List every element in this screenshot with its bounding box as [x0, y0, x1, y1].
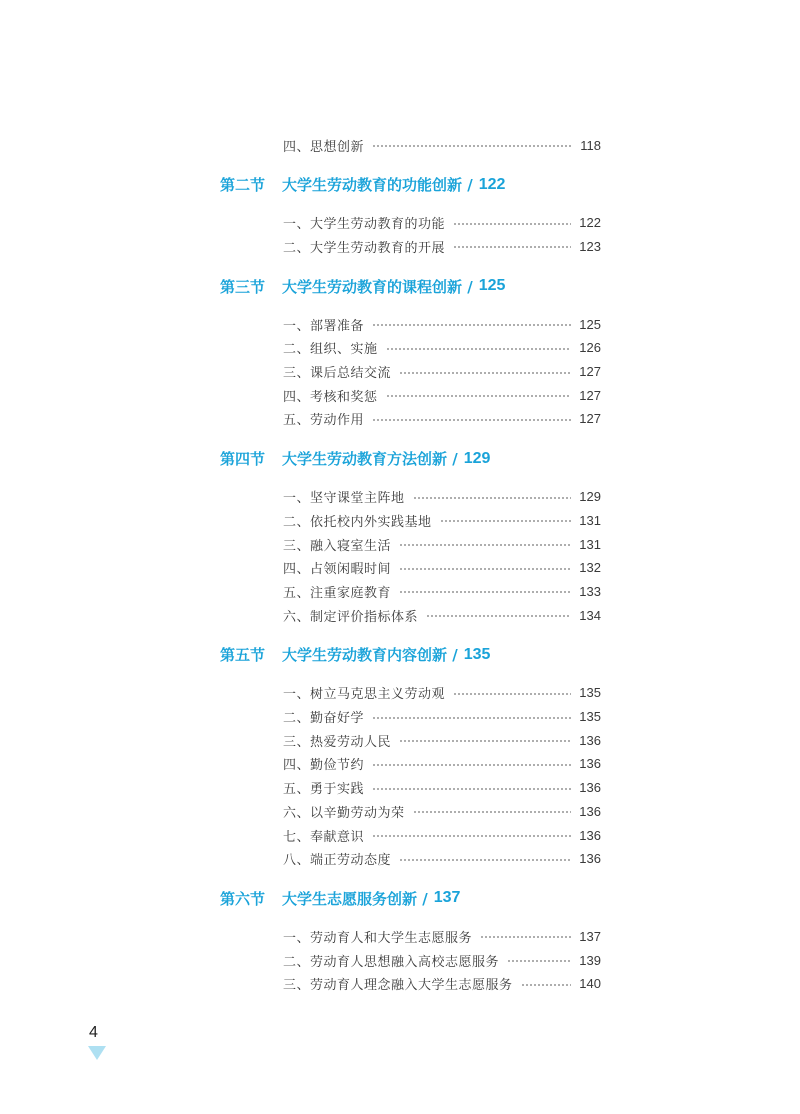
- dot-leader: [453, 223, 571, 225]
- dot-leader: [426, 615, 571, 617]
- entry-page: 125: [579, 316, 601, 332]
- toc-section-heading[interactable]: [220, 886, 660, 910]
- toc-entry[interactable]: [283, 974, 601, 994]
- toc-entry[interactable]: [283, 362, 601, 382]
- toc-entry[interactable]: [283, 558, 601, 578]
- dot-leader: [399, 859, 571, 861]
- entry-title: 二、劳动育人思想融入高校志愿服务: [283, 954, 500, 970]
- dot-leader: [399, 568, 571, 570]
- section-page: 135: [463, 645, 491, 663]
- dot-leader: [480, 936, 571, 938]
- dot-leader: [372, 419, 571, 421]
- toc-entry[interactable]: [283, 778, 601, 798]
- entry-title: 五、注重家庭教育: [283, 585, 392, 601]
- page-marker-triangle-icon: [88, 1046, 106, 1060]
- entry-page: 136: [579, 803, 601, 819]
- entry-title: 六、制定评价指标体系: [283, 609, 419, 625]
- toc-entry[interactable]: [283, 534, 601, 554]
- section-title: 大学生劳动教育内容创新 /: [282, 646, 458, 665]
- page-number: 4: [89, 1024, 98, 1041]
- entry-page: 126: [579, 340, 601, 356]
- toc-entry[interactable]: [283, 338, 601, 358]
- toc-entry[interactable]: [283, 707, 601, 727]
- toc-entry[interactable]: [283, 487, 601, 507]
- dot-leader: [372, 764, 571, 766]
- toc-entry[interactable]: [283, 730, 601, 750]
- dot-leader: [399, 740, 571, 742]
- section-title: 大学生劳动教育的功能创新 /: [282, 176, 473, 195]
- toc-entry[interactable]: [283, 409, 601, 429]
- toc-entry[interactable]: [283, 510, 601, 530]
- entry-page: 136: [579, 756, 601, 772]
- toc-entry[interactable]: [283, 314, 601, 334]
- section-number: 第二节: [220, 176, 266, 195]
- toc-entry[interactable]: [283, 754, 601, 774]
- section-page: 129: [463, 449, 491, 467]
- section-title: 大学生劳动教育方法创新 /: [282, 450, 458, 469]
- entry-title: 四、占领闲暇时间: [283, 562, 392, 578]
- entry-page: 122: [579, 215, 601, 231]
- toc-section-heading[interactable]: [220, 173, 660, 197]
- section-title: 大学生志愿服务创新 /: [282, 889, 428, 908]
- dot-leader: [399, 544, 571, 546]
- entry-title: 二、依托校内外实践基地: [283, 514, 432, 530]
- entry-title: 一、坚守课堂主阵地: [283, 491, 405, 507]
- entry-title: 三、劳动育人理念融入大学生志愿服务: [283, 978, 513, 994]
- entry-page: 136: [579, 851, 601, 867]
- section-number: 第五节: [220, 646, 266, 665]
- toc-entry[interactable]: [283, 926, 601, 946]
- toc-entry[interactable]: [283, 849, 601, 869]
- dot-leader: [399, 591, 571, 593]
- dot-leader: [372, 788, 571, 790]
- entry-page: 135: [579, 709, 601, 724]
- entry-title: 二、勤奋好学: [283, 711, 365, 726]
- entry-page: 140: [579, 976, 601, 992]
- entry-page: 127: [579, 364, 601, 379]
- entry-title: 二、组织、实施: [283, 342, 378, 358]
- dot-leader: [453, 693, 571, 695]
- entry-page: 132: [579, 560, 601, 576]
- toc-entry[interactable]: [283, 236, 601, 256]
- section-number: 第四节: [220, 450, 266, 469]
- section-title: 大学生劳动教育的课程创新 /: [282, 277, 473, 296]
- dot-leader: [413, 811, 572, 813]
- dot-leader: [372, 145, 572, 147]
- toc-entry[interactable]: [283, 683, 601, 703]
- dot-leader: [399, 372, 571, 374]
- toc-section-heading[interactable]: [220, 447, 660, 471]
- section-number: 第六节: [220, 889, 266, 908]
- entry-page: 129: [579, 489, 601, 505]
- entry-page: 133: [579, 583, 601, 599]
- entry-page: 127: [579, 387, 601, 403]
- toc-entry[interactable]: [283, 213, 601, 233]
- entry-title: 四、勤俭节约: [283, 758, 365, 774]
- section-page: 122: [478, 175, 506, 193]
- dot-leader: [372, 835, 571, 837]
- dot-leader: [453, 246, 571, 248]
- dot-leader: [521, 984, 572, 986]
- entry-title: 一、劳动育人和大学生志愿服务: [283, 930, 473, 946]
- entry-title: 七、奉献意识: [283, 829, 365, 845]
- dot-leader: [372, 324, 571, 326]
- entry-title: 五、劳动作用: [283, 413, 365, 429]
- dot-leader: [413, 497, 572, 499]
- entry-page: 136: [579, 827, 601, 843]
- toc-entry[interactable]: [283, 581, 601, 601]
- section-page: 125: [478, 277, 506, 295]
- dot-leader: [440, 520, 572, 522]
- entry-page: 135: [579, 685, 601, 701]
- entry-page: 137: [579, 928, 601, 944]
- dot-leader: [372, 717, 571, 719]
- entry-title: 一、树立马克思主义劳动观: [283, 687, 446, 703]
- entry-page: 131: [579, 512, 601, 528]
- entry-title: 三、融入寝室生活: [283, 538, 392, 554]
- entry-page: 131: [579, 536, 601, 552]
- entry-page: 118: [580, 137, 601, 153]
- dot-leader: [386, 395, 572, 397]
- section-number: 第三节: [220, 277, 266, 296]
- dot-leader: [507, 960, 571, 962]
- entry-title: 一、大学生劳动教育的功能: [283, 217, 446, 233]
- entry-title: 五、勇于实践: [283, 782, 365, 798]
- entry-title: 八、端正劳动态度: [283, 853, 392, 869]
- entry-page: 136: [579, 780, 601, 796]
- toc-entry[interactable]: [283, 605, 601, 625]
- toc-entry[interactable]: [283, 385, 601, 405]
- toc-entry[interactable]: [283, 950, 601, 970]
- entry-title: 一、部署准备: [283, 318, 365, 334]
- entry-title: 三、热爱劳动人民: [283, 734, 392, 750]
- entry-title: 六、以辛勤劳动为荣: [283, 805, 405, 821]
- toc-entry[interactable]: [283, 825, 601, 845]
- entry-title: 四、思想创新: [283, 139, 365, 155]
- entry-page: 123: [579, 238, 601, 254]
- entry-title: 四、考核和奖惩: [283, 389, 378, 405]
- toc-entry[interactable]: [283, 135, 601, 155]
- toc-section-heading[interactable]: [220, 643, 660, 667]
- entry-title: 三、课后总结交流: [283, 366, 392, 381]
- dot-leader: [386, 348, 572, 350]
- section-page: 137: [433, 889, 461, 907]
- entry-page: 134: [579, 607, 601, 623]
- entry-page: 136: [579, 732, 601, 748]
- entry-page: 127: [579, 411, 601, 427]
- toc-entry[interactable]: [283, 801, 601, 821]
- entry-title: 二、大学生劳动教育的开展: [283, 240, 446, 256]
- entry-page: 139: [579, 952, 601, 968]
- toc-section-heading[interactable]: [220, 274, 660, 298]
